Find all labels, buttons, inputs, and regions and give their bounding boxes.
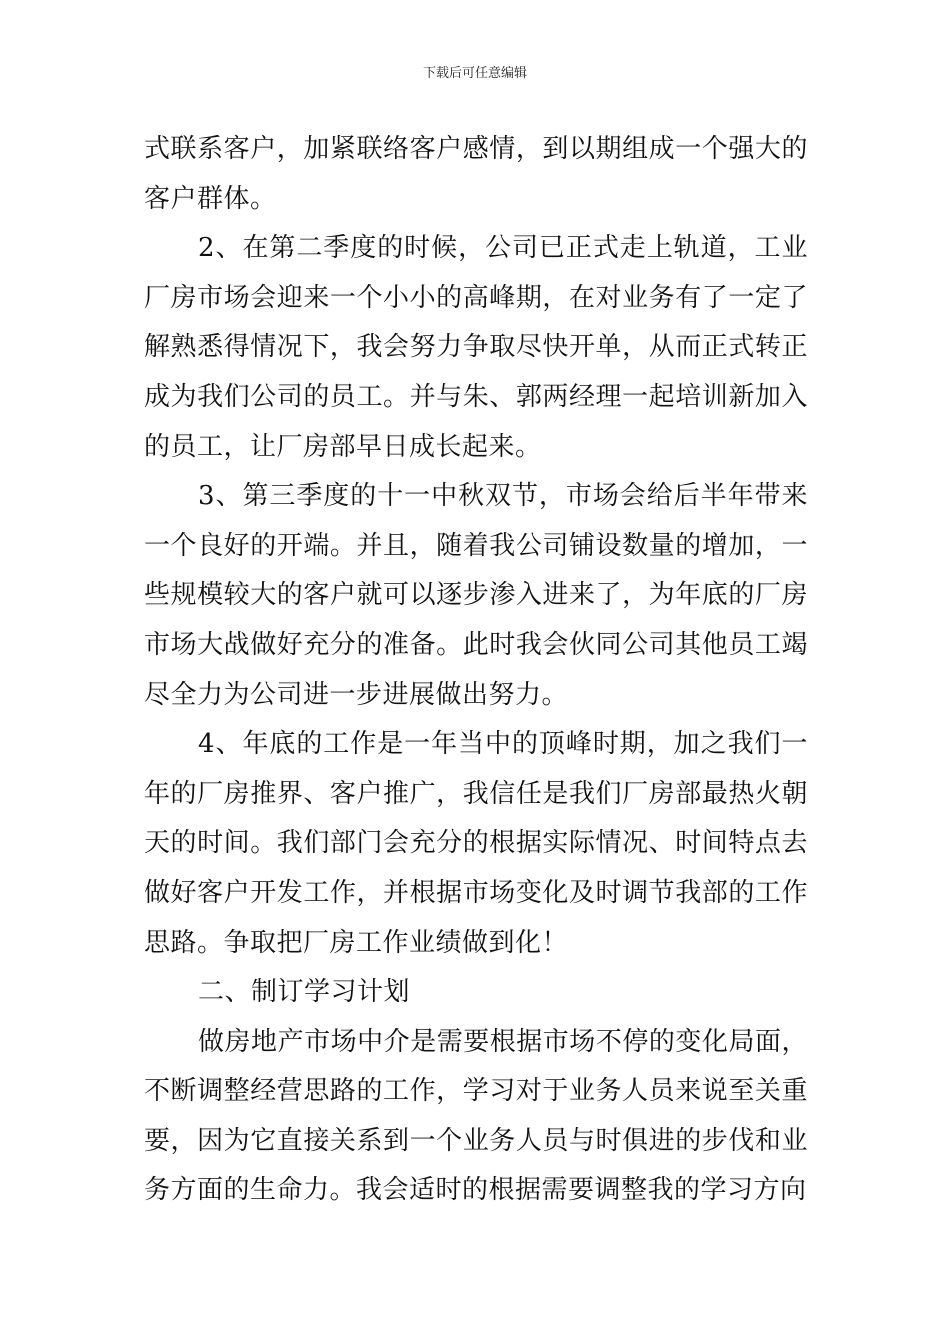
section-heading-study-plan: 二、制订学习计划 bbox=[198, 977, 411, 1008]
document-body bbox=[144, 125, 808, 1216]
paragraph-q2-plan: 2、在第二季度的时候，公司已正式走上轨道，工业厂房市场会迎来一个小小的高峰期，在对业务有了一定了解熟悉得情况下，我会努力争取尽快开单，从而正式转正成为我们公司的员工。并与朱、郭两经理一起培训新加入的员工，让厂房部早日成长起来。 bbox=[144, 233, 808, 462]
paragraph-q3-plan: 3、第三季度的十一中秋双节，市场会给后半年带来一个良好的开端。并且，随着我公司铺设数量的增加，一些规模较大的客户就可以逐步渗入进来了，为年底的厂房市场大战做好充分的准备。此时我会伙同公司其他员工竭尽全力为公司进一步进展做出努力。 bbox=[144, 481, 808, 710]
page-header-note: 下载后可任意编辑 bbox=[422, 66, 527, 81]
paragraph-continuation: 式联系客户，加紧联络客户感情，到以期组成一个强大的客户群体。 bbox=[144, 134, 808, 214]
paragraph-study-plan: 做房地产市场中介是需要根据市场不停的变化局面，不断调整经营思路的工作，学习对于业务人员来说至关重要，因为它直接关系到一个业务人员与时俱进的步伐和业务方面的生命力。我会适时的根据需要调整我的学习方向 bbox=[144, 1026, 808, 1206]
paragraph-year-end-plan: 4、年底的工作是一年当中的顶峰时期，加之我们一年的厂房推界、客户推广，我信任是我们厂房部最热火朝天的时间。我们部门会充分的根据实际情况、时间特点去做好客户开发工作，并根据市场变化及时调节我部的工作思路。争取把厂房工作业绩做到化！ bbox=[144, 729, 808, 958]
